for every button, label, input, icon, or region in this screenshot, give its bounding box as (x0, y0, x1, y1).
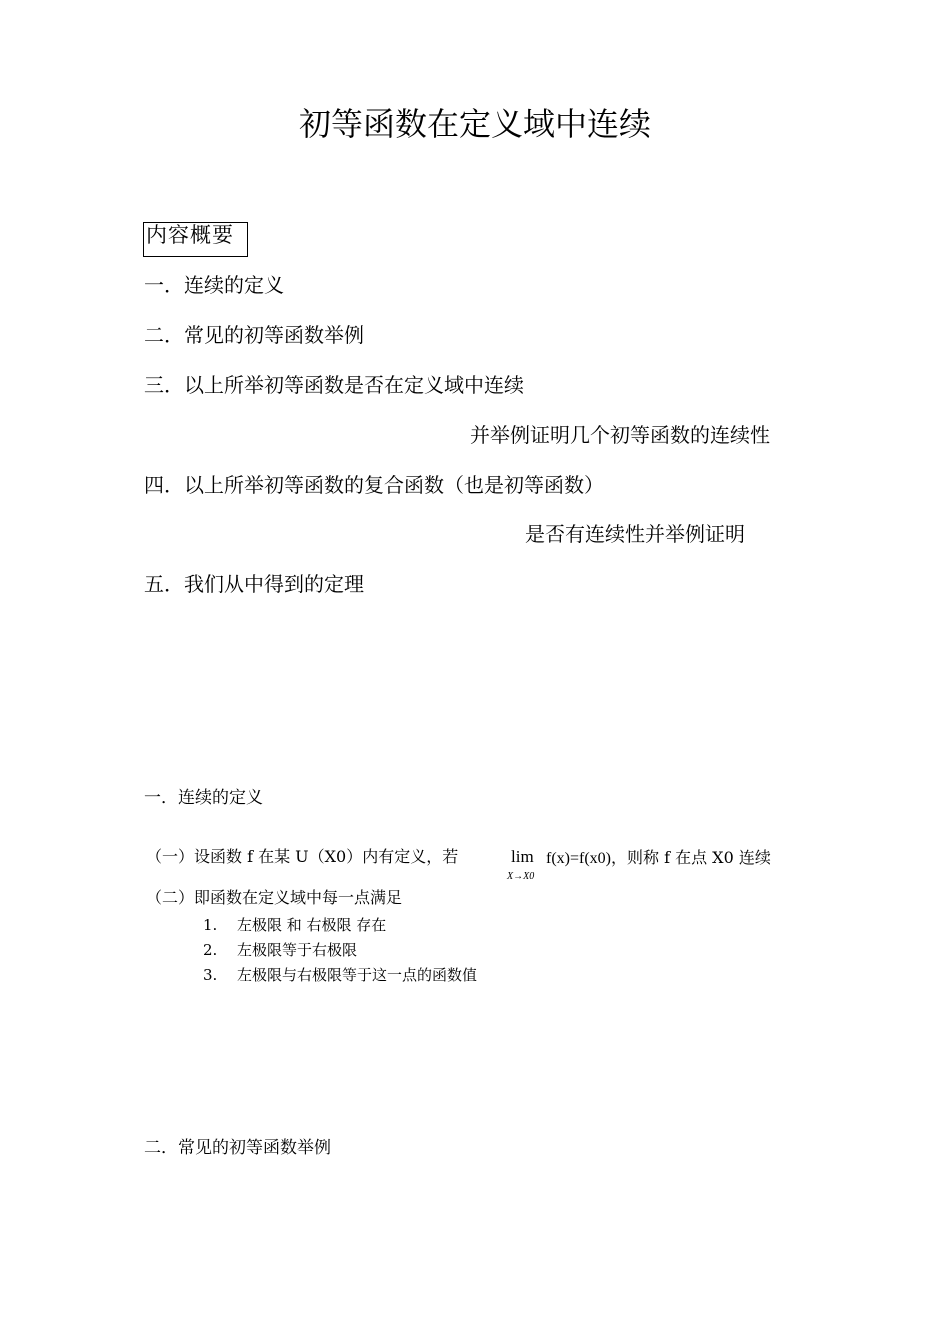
toc-item-3 (144, 371, 524, 399)
toc-item-number: 二． (144, 323, 184, 347)
document-title: 初等函数在定义域中连续 (298, 105, 651, 143)
condition-text: 左极限等于右极限 (237, 941, 358, 959)
section-1-heading: 一．连续的定义 (144, 788, 263, 808)
toc-item-number: 一． (144, 273, 184, 297)
toc-item-2 (144, 321, 364, 349)
condition-text: 左极限与右极限等于这一点的函数值 (237, 966, 478, 984)
limit-operator: lim (511, 847, 534, 866)
toc-item-3-continuation: 并举例证明几个初等函数的连续性 (470, 423, 770, 447)
toc-item-number: 四． (144, 473, 184, 497)
definition-1-expression (546, 847, 771, 870)
toc-item-text: 常见的初等函数举例 (184, 323, 364, 347)
limit-subscript: X→X0 (507, 871, 535, 882)
toc-item-4-continuation: 是否有连续性并举例证明 (525, 522, 745, 546)
condition-item-1 (203, 915, 386, 935)
toc-item-number: 三． (144, 373, 184, 397)
toc-item-text: 我们从中得到的定理 (184, 572, 364, 596)
summary-label: 内容概要 (146, 223, 234, 247)
condition-number: 2. (203, 941, 218, 959)
definition-1-suffix: ，则称 f 在点 X0 连续 (611, 848, 771, 867)
toc-item-4 (144, 471, 604, 499)
condition-item-2 (203, 940, 357, 960)
condition-number: 3. (203, 966, 218, 984)
toc-item-text: 以上所举初等函数是否在定义域中连续 (184, 373, 524, 397)
limit-expression: f(x)=f(x0) (546, 850, 611, 867)
toc-item-1 (144, 271, 284, 299)
definition-1-prefix: （一）设函数 f 在某 U（X0）内有定义，若 (146, 847, 459, 866)
section-2-heading: 二．常见的初等函数举例 (144, 1138, 331, 1158)
condition-item-3 (203, 965, 477, 985)
toc-item-text: 以上所举初等函数的复合函数（也是初等函数） (184, 473, 604, 497)
definition-2-prefix: （二）即函数在定义域中每一点满足 (146, 888, 403, 907)
condition-number: 1. (203, 916, 218, 934)
toc-item-number: 五． (144, 572, 184, 596)
condition-text: 左极限 和 右极限 存在 (237, 916, 387, 934)
toc-item-5 (144, 570, 364, 598)
toc-item-text: 连续的定义 (184, 273, 284, 297)
